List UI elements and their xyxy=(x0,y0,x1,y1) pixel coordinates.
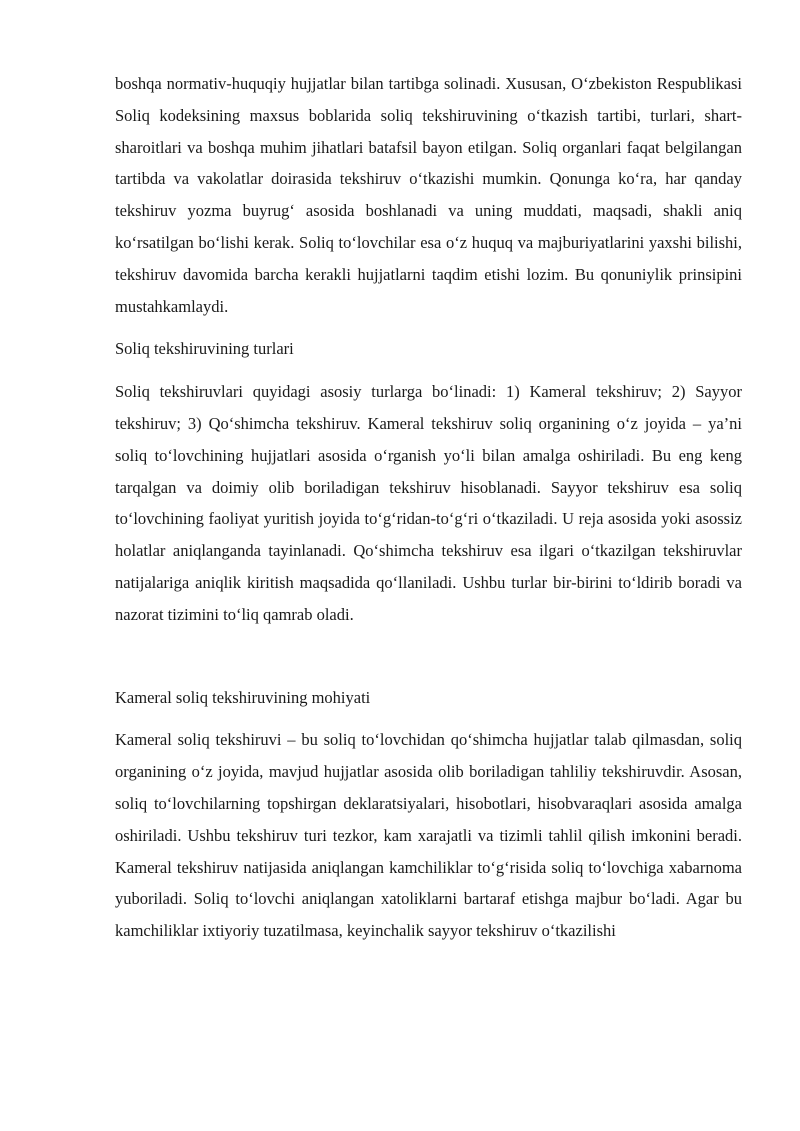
spacer xyxy=(115,713,742,724)
paragraph-inspection-types: Soliq tekshiruvlari quyidagi asosiy turlarga bo‘linadi: 1) Kameral tekshiruv; 2) Sayyor tekshiruv; 3) Qo‘shimcha tekshiruv. Kameral tekshiruv soliq organining o‘z joyida – ya’ni soliq to‘lovchining hujjatlari asosida o‘rganish yo‘li bilan amalga oshiriladi. Bu eng keng tarqalgan va doimiy olib boriladigan tekshiruv hisoblanadi. Sayyor tekshiruv esa soliq to‘lovchining faoliyat yuritish joyida to‘g‘ridan-to‘g‘ri o‘tkaziladi. U reja asosida yoki asossiz holatlar aniqlanganda tayinlanadi. Qo‘shimcha tekshiruv esa ilgari o‘tkazilgan tekshiruvlar natijalariga aniqlik kiritish maqsadida qo‘llaniladi. Ushbu turlar bir-birini to‘ldirib boradi va nazorat tizimini to‘liq qamrab oladi. xyxy=(115,382,742,624)
paragraph-legal-basis: boshqa normativ-huquqiy hujjatlar bilan tartibga solinadi. Xususan, O‘zbekiston Respublikasi Soliq kodeksining maxsus boblarida soliq tekshiruvining o‘tkazish tartibi, turlari, shart-sharoitlari va boshqa muhim jihatlari batafsil bayon etilgan. Soliq organlari faqat belgilangan tartibda va vakolatlar doirasida tekshiruv o‘tkazishi mumkin. Qonunga ko‘ra, har qanday tekshiruv yozma buyrug‘ asosida boshlanadi va uning muddati, maqsadi, shakli aniq ko‘rsatilgan bo‘lishi kerak. Soliq to‘lovchilar esa o‘z huquq va majburiyatlarini yaxshi bilishi, tekshiruv davomida barcha kerakli hujjatlarni taqdim etishi lozim. Bu qonuniylik prinsipini mustahkamlaydi. xyxy=(115,74,742,316)
section-heading-desk-audit: Kameral soliq tekshiruvining mohiyati xyxy=(115,687,371,707)
spacer xyxy=(115,631,742,682)
spacer xyxy=(115,322,742,333)
document-page xyxy=(115,68,742,947)
spacer xyxy=(115,365,742,376)
section-heading-types: Soliq tekshiruvining turlari xyxy=(115,339,294,359)
paragraph-desk-audit: Kameral soliq tekshiruvi – bu soliq to‘lovchidan qo‘shimcha hujjatlar talab qilmasdan, soliq organining o‘z joyida, mavjud hujjatlar asosida olib boriladigan tahliliy tekshiruvdir. Asosan, soliq to‘lovchilarning topshirgan deklaratsiyalari, hisobotlari, hisobvaraqlari asosida amalga oshiriladi. Ushbu tekshiruv turi tezkor, kam xarajatli va tizimli tahlil qilish imkonini beradi. Kameral tekshiruv natijasida aniqlangan kamchiliklar to‘g‘risida soliq to‘lovchiga xabarnoma yuboriladi. Soliq to‘lovchi aniqlangan xatoliklarni bartaraf etishga majbur bo‘ladi. Agar bu kamchiliklar ixtiyoriy tuzatilmasa, keyinchalik sayyor tekshiruv o‘tkazilishi xyxy=(115,730,742,941)
